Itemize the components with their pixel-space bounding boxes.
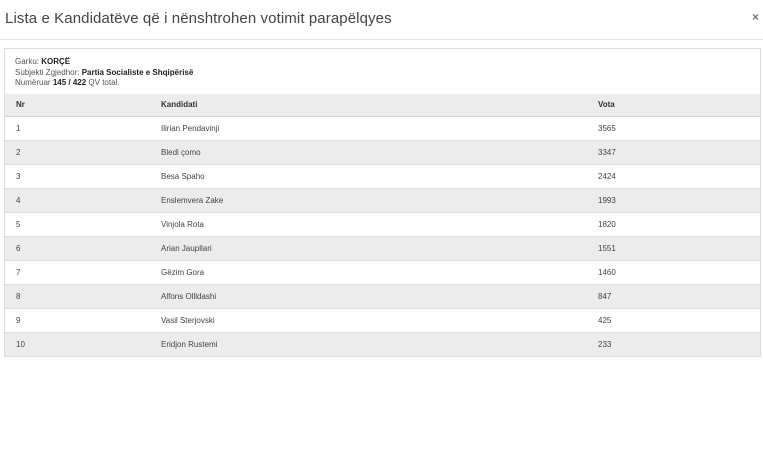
numeruar-line <box>15 78 750 89</box>
cell-nr: 8 <box>5 284 161 308</box>
cell-name: Arian Jaupllari <box>161 236 598 260</box>
cell-nr: 7 <box>5 260 161 284</box>
cell-name: Besa Spaho <box>161 164 598 188</box>
cell-name: Bledi çomo <box>161 140 598 164</box>
candidates-table <box>5 94 760 357</box>
cell-name: Eridjon Rustemi <box>161 332 598 356</box>
header-vota[interactable]: Vota <box>598 94 760 116</box>
cell-name: Vinjola Rota <box>161 212 598 236</box>
table-row <box>5 284 760 308</box>
table-row <box>5 332 760 356</box>
cell-name: Gëzim Gora <box>161 260 598 284</box>
table-row <box>5 140 760 164</box>
cell-name: Vasil Sterjovski <box>161 308 598 332</box>
modal-title: Lista e Kandidatëve që i nënshtrohen votimit parapëlqyes <box>5 10 392 27</box>
cell-votes: 847 <box>598 284 760 308</box>
table-row <box>5 164 760 188</box>
close-icon[interactable]: × <box>751 10 759 24</box>
numeruar-value: 145 / 422 <box>52 78 87 87</box>
results-panel <box>4 48 761 357</box>
subjekti-value: Partia Socialiste e Shqipërisë <box>81 67 194 77</box>
cell-votes: 1460 <box>598 260 760 284</box>
table-row <box>5 236 760 260</box>
table-row <box>5 188 760 212</box>
table-header-row <box>5 94 760 116</box>
cell-votes: 233 <box>598 332 760 356</box>
table-row <box>5 260 760 284</box>
cell-nr: 9 <box>5 308 161 332</box>
garku-value: KORÇË <box>41 57 71 66</box>
modal-header <box>0 0 763 40</box>
cell-votes: 425 <box>598 308 760 332</box>
table-row <box>5 308 760 332</box>
numeruar-suffix: QV total. <box>88 78 120 87</box>
garku-line <box>15 57 750 68</box>
cell-nr: 10 <box>5 332 161 356</box>
numeruar-label: Numëruar <box>15 78 51 87</box>
cell-votes: 2424 <box>598 164 760 188</box>
cell-nr: 5 <box>5 212 161 236</box>
cell-votes: 3347 <box>598 140 760 164</box>
cell-votes: 1820 <box>598 212 760 236</box>
garku-label: Garku: <box>15 57 40 66</box>
cell-nr: 1 <box>5 116 161 140</box>
cell-nr: 6 <box>5 236 161 260</box>
cell-nr: 4 <box>5 188 161 212</box>
cell-nr: 2 <box>5 140 161 164</box>
header-nr[interactable]: Nr <box>5 94 161 116</box>
cell-name: Ilirian Pendavinji <box>161 116 598 140</box>
info-block <box>5 49 760 94</box>
cell-name: Enslemvera Zake <box>161 188 598 212</box>
subjekti-label: Subjekti Zgjedhor: <box>15 67 80 77</box>
header-kandidati[interactable]: Kandidati <box>161 94 598 116</box>
subjekti-line <box>15 68 750 79</box>
cell-votes: 1993 <box>598 188 760 212</box>
cell-votes: 3565 <box>598 116 760 140</box>
cell-votes: 1551 <box>598 236 760 260</box>
table-row <box>5 212 760 236</box>
cell-name: Alfons Ollldashi <box>161 284 598 308</box>
table-row <box>5 116 760 140</box>
cell-nr: 3 <box>5 164 161 188</box>
